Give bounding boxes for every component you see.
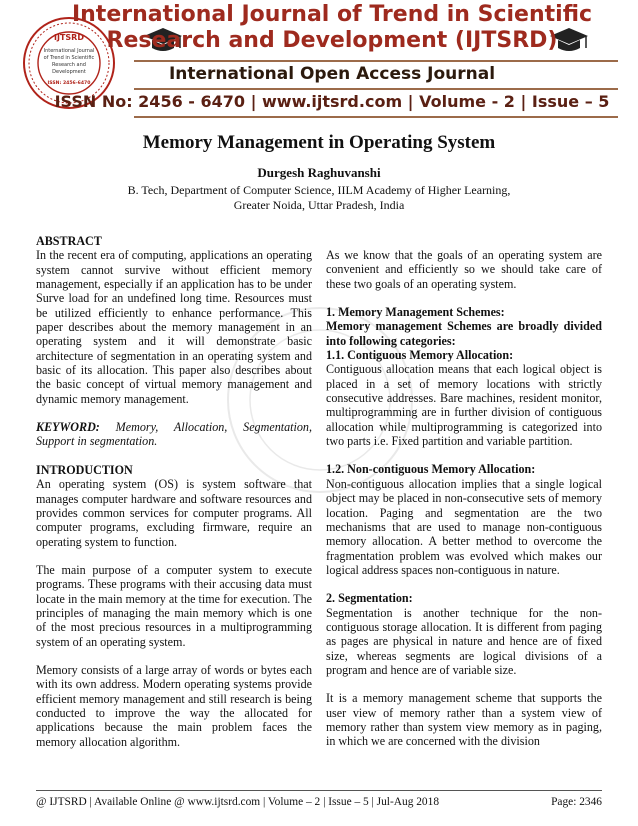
journal-header [0,0,638,122]
introduction-heading: INTRODUCTION [36,462,133,477]
journal-title-line2: Research and Development (IJTSRD) [106,28,558,53]
goals-paragraph: As we know that the goals of an operating system are convenient and efficiently so we should take care of these two goals of an operating system. [326,248,602,291]
section-1-heading: 1. Memory Management Schemes: [326,305,505,320]
paper-author: Durgesh Raghuvanshi [257,165,381,180]
seal-text-0: IJTSRD [54,33,84,42]
spacer [326,448,602,462]
intro-paragraph-2: The main purpose of a computer system to execute programs. These programs with their accusing data must locate in the main memory at the time for execution. The principles of managing the main memory which is one of the most precious resources in a multiprogramming system of an operating system. [36,562,312,649]
spacer [36,649,312,663]
spacer [326,577,602,591]
seal-text-4: Development [52,69,86,75]
spacer [36,449,312,463]
paper-affiliation-line1: B. Tech, Department of Computer Science, IILM Academy of Higher Learning, [127,183,511,197]
seal-text-2: of Trend in Scientific [43,55,95,61]
page-number: Page: 2346 [551,796,602,808]
section-1-1-heading: 1.1. Contiguous Memory Allocation: [326,348,514,363]
abstract-heading: ABSTRACT [36,234,102,248]
section-2-heading: 2. Segmentation: [326,591,413,606]
spacer [36,549,312,563]
footer-divider [36,790,602,791]
keywords [36,420,312,449]
header-divider [134,116,618,118]
abstract-text: In the recent era of computing, applications an operating system cannot survive without efficient memory management, especially if an application has to be under Surve load for an undefined long time. Resources must be utilized efficiently to enhance performance. This paper describes about the memory management in an operating system and it will demonstrate basic architecture of segmentation in an operating system and basic of its allocation. This paper also describes about the basic concept of virtual memory management and dynamic memory management. [36,248,312,406]
section-1-1-text: Contiguous allocation means that each logical object is placed in a set of memory locations with strictly consecutive addresses. Bare machines, resident monitor, multiprogramming are in further division of contiguous allocation while multiprogramming is categorized into two parts i.e. Fixed partition and variable partition. [326,362,602,449]
seal-text-3: Research and [52,62,86,68]
keyword-text: Memory, Allocation, Segmentation, Support in segmentation. [36,420,312,449]
paper-affiliation-line2: Greater Noida, Uttar Pradesh, India [233,198,405,212]
intro-paragraph-3: Memory consists of a large array of words or bytes each with its own address. Modern operating systems provide efficient memory management and still research is being conducted to improve the way the allocated for applications because the main problem faces the memory allocation algorithm. [36,662,312,749]
spacer [326,677,602,691]
journal-subtitle: International Open Access Journal [168,64,496,84]
header-divider [134,60,618,62]
keyword-label: KEYWORD: [36,420,100,435]
footer-citation: @ IJTSRD | Available Online @ www.ijtsrd.com | Volume – 2 | Issue – 5 | Jul-Aug 2018 [36,796,440,808]
section-2-text-2: It is a memory management scheme that supports the user view of memory rather than a system view of memory rather than system view memory as in paging, in which we are concerned with the division [326,691,602,749]
journal-issn-line: ISSN No: 2456 - 6470 | www.ijtsrd.com | Volume - 2 | Issue – 5 [54,92,610,111]
intro-paragraph-1: An operating system (OS) is system software that manages computer hardware and software resources and provides common services for computer programs. All computer programs, excluding firmware, require an operating system to function. [36,477,312,549]
section-1-2-text: Non-contiguous allocation implies that a single logical object may be placed in non-consecutive sets of memory location. Paging and segmentation are the two mechanisms that are used to manage non-contiguous memory allocation. A better method to overcome the fragmentation problem was evolved which makes our logical address spaces non-contiguous in nature. [326,476,602,577]
left-column [36,234,312,749]
header-divider [134,88,618,90]
spacer [36,406,312,420]
journal-title-line1: International Journal of Trend in Scientific [71,2,593,27]
right-column [326,234,602,749]
seal-text-5: ISSN: 2456-6470 [47,81,91,86]
section-1-subheading: Memory management Schemes are broadly divided into following categories: [326,319,602,348]
paper-title: Memory Management in Operating System [142,132,496,153]
section-2-text-1: Segmentation is another technique for the non-contiguous storage allocation. It is different from paging as pages are physical in nature and hence are of fixed size, whereas segments are logical divisions of a program and hence are of variable size. [326,605,602,677]
seal-text-1: International Journal [43,48,95,54]
spacer [326,291,602,305]
section-1-2-heading: 1.2. Non-contiguous Memory Allocation: [326,462,536,477]
